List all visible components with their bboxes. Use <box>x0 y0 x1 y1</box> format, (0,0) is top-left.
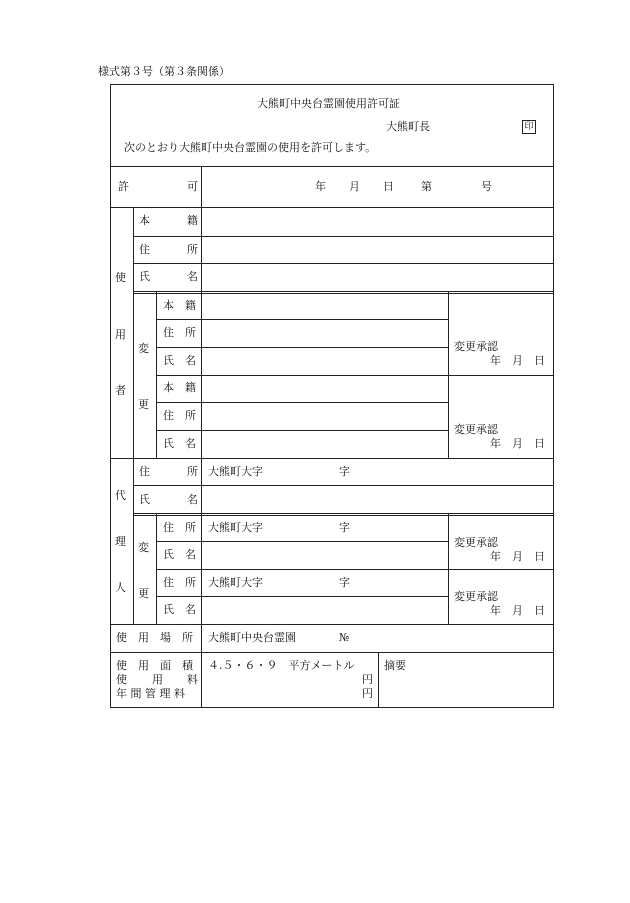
intro-text: 次のとおり大熊町中央台霊園の使用を許可します。 <box>124 141 377 154</box>
rule <box>156 513 157 624</box>
agent-change-approval-date: 年 月 日 <box>490 604 545 617</box>
usage-place-value: 大熊町中央台霊園 <box>208 631 296 644</box>
user-jusho-b: 所 <box>187 243 198 256</box>
rule <box>156 430 448 431</box>
agent-change-jusho: 住 所 <box>163 521 196 534</box>
user-label-3: 者 <box>115 384 126 397</box>
user-honseki-b: 籍 <box>187 214 198 227</box>
form-code: 様式第３号（第３条関係） <box>98 65 230 78</box>
change-approval-date: 年 月 日 <box>490 354 545 367</box>
rule <box>448 513 449 624</box>
permit-label-b: 可 <box>187 180 198 193</box>
agent-change-address-prefix: 大熊町大字 <box>208 576 263 589</box>
user-label-2: 用 <box>115 328 126 341</box>
rule <box>156 596 448 597</box>
usage-mgmt-fee-yen: 円 <box>362 687 373 700</box>
agent-change-jusho: 住 所 <box>163 576 196 589</box>
agent-change-approval-label: 変更承認 <box>454 590 498 603</box>
rule <box>133 513 553 514</box>
usage-place-label: 使 用 場 所 <box>116 631 193 644</box>
rule <box>156 291 157 458</box>
remarks-label: 摘要 <box>384 659 406 672</box>
rule <box>133 263 553 264</box>
seal-mark: 印 <box>522 120 536 134</box>
usage-no-mark: № <box>339 631 350 644</box>
agent-change-hen-label: 変 <box>138 541 149 554</box>
usage-fee-label-c: 料 <box>187 673 198 686</box>
rule <box>133 236 553 237</box>
rule <box>448 291 449 458</box>
rule <box>133 515 553 516</box>
permit-go: 号 <box>481 180 492 193</box>
rule <box>156 347 448 348</box>
change-honseki: 本 籍 <box>163 381 196 394</box>
agent-shimei-a: 氏 <box>139 493 150 506</box>
agent-change-aza: 字 <box>339 576 350 589</box>
usage-area-label: 使 用 面 積 <box>116 659 193 672</box>
rule <box>156 541 448 542</box>
permit-label-a: 許 <box>118 180 129 193</box>
rule <box>201 166 202 707</box>
user-shimei-a: 氏 <box>139 270 150 283</box>
rule <box>156 569 553 570</box>
change-jusho: 住 所 <box>163 326 196 339</box>
rule <box>110 624 553 625</box>
rule <box>133 458 134 624</box>
change-honseki: 本 籍 <box>163 299 196 312</box>
rule <box>156 319 448 320</box>
issuer-name: 大熊町長 <box>386 120 430 133</box>
rule <box>110 652 553 653</box>
agent-label-2: 理 <box>115 535 126 548</box>
agent-shimei-b: 名 <box>187 493 198 506</box>
usage-area-value: ４.５・６・９ 平方メートル <box>208 659 355 672</box>
change-kou-label: 更 <box>138 398 149 411</box>
change-approval-label: 変更承認 <box>454 340 498 353</box>
agent-jusho-b: 所 <box>187 465 198 478</box>
agent-change-shimei: 氏 名 <box>163 603 196 616</box>
rule <box>110 166 553 167</box>
rule <box>378 652 379 707</box>
change-approval-date: 年 月 日 <box>490 437 545 450</box>
usage-fee-label-a: 使 <box>116 673 127 686</box>
agent-change-address-prefix: 大熊町大字 <box>208 521 263 534</box>
rule <box>110 458 553 459</box>
agent-change-aza: 字 <box>339 521 350 534</box>
usage-fee-label-b: 用 <box>152 673 163 686</box>
rule <box>133 293 553 294</box>
rule <box>133 485 553 486</box>
rule <box>156 375 553 376</box>
agent-jusho-a: 住 <box>139 465 150 478</box>
permit-year: 年 <box>315 180 326 193</box>
agent-change-approval-label: 変更承認 <box>454 536 498 549</box>
permit-month: 月 <box>349 180 360 193</box>
agent-label-3: 人 <box>115 581 126 594</box>
agent-change-shimei: 氏 名 <box>163 548 196 561</box>
change-jusho: 住 所 <box>163 409 196 422</box>
user-honseki-a: 本 <box>139 214 150 227</box>
user-jusho-a: 住 <box>139 243 150 256</box>
agent-change-kou-label: 更 <box>138 587 149 600</box>
agent-aza: 字 <box>339 465 350 478</box>
usage-mgmt-fee-label: 年 間 管 理 料 <box>116 687 185 700</box>
rule <box>133 291 553 292</box>
change-shimei: 氏 名 <box>163 437 196 450</box>
user-shimei-b: 名 <box>187 270 198 283</box>
change-shimei: 氏 名 <box>163 354 196 367</box>
change-hen-label: 変 <box>138 342 149 355</box>
change-approval-label: 変更承認 <box>454 423 498 436</box>
user-label-1: 使 <box>115 271 126 284</box>
rule <box>156 402 448 403</box>
agent-change-approval-date: 年 月 日 <box>490 550 545 563</box>
usage-fee-yen: 円 <box>362 673 373 686</box>
rule <box>110 207 553 208</box>
permit-dai: 第 <box>421 180 432 193</box>
agent-label-1: 代 <box>115 489 126 502</box>
rule <box>133 207 134 458</box>
permit-day: 日 <box>383 180 394 193</box>
form-title: 大熊町中央台霊園使用許可証 <box>257 97 400 110</box>
agent-address-prefix: 大熊町大字 <box>208 465 263 478</box>
